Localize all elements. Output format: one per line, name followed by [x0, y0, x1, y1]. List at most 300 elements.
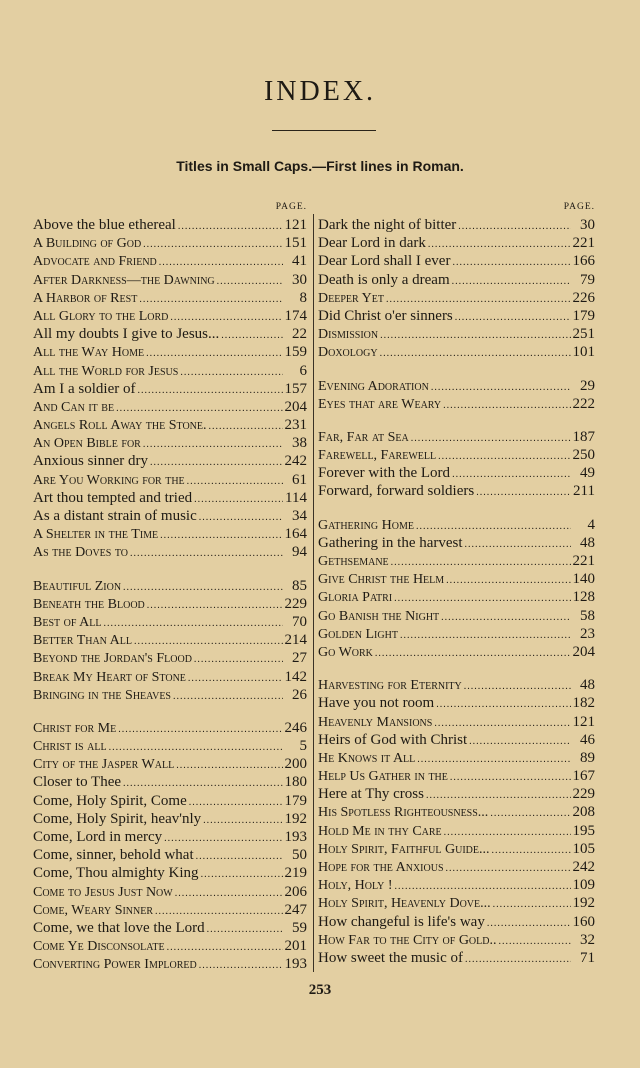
entry-page-number: 160 [572, 913, 595, 930]
entry-title: A Building of God [33, 236, 142, 252]
entry-title: Come, we that love the Lord [33, 919, 205, 936]
dot-leader [426, 787, 571, 805]
entry-page-number: 140 [572, 571, 595, 588]
entry-page-number: 229 [284, 595, 307, 612]
index-entry [318, 767, 595, 785]
index-entry [33, 631, 307, 649]
entry-title: An Open Bible for [33, 436, 141, 452]
dot-leader [109, 739, 283, 757]
index-entry [33, 649, 307, 667]
entry-page-number: 187 [572, 428, 595, 445]
dot-leader [464, 678, 571, 696]
dot-leader [207, 921, 283, 939]
dot-leader [417, 751, 571, 769]
index-entry [33, 252, 307, 270]
entry-title: All the Way Home [33, 345, 145, 361]
index-entry [33, 919, 307, 937]
dot-leader [134, 633, 283, 651]
entry-title: Holy Spirit, Heavenly Dove... [318, 896, 491, 912]
index-entry [318, 876, 595, 894]
group-spacer [318, 413, 595, 428]
entry-page-number: 229 [572, 786, 595, 803]
index-entry [33, 434, 307, 452]
entry-page-number: 180 [284, 774, 307, 791]
entry-page-number: 193 [284, 829, 307, 845]
index-entry [33, 595, 307, 613]
entry-page-number: 59 [292, 919, 307, 936]
entry-title: Come, Thou almighty King [33, 865, 199, 882]
entry-page-number: 222 [572, 395, 595, 412]
entry-title: Christ is all [33, 739, 107, 755]
entry-title: And Can it be [33, 399, 115, 415]
entry-title: Golden Light [318, 626, 398, 642]
index-entry [318, 588, 595, 606]
dot-leader [394, 590, 570, 608]
entry-page-number: 214 [284, 632, 307, 649]
entry-title: Hope for the Anxious [318, 860, 444, 875]
index-entry [33, 955, 307, 973]
dot-leader [143, 436, 283, 454]
dot-leader [196, 848, 283, 866]
entry-title: Come, Holy Spirit, Come [33, 792, 187, 809]
group-spacer [33, 704, 307, 719]
entry-page-number: 71 [580, 949, 595, 966]
dot-leader [446, 572, 570, 590]
entry-title: A Shelter in the Time [33, 527, 159, 543]
entry-title: Best of All [33, 614, 102, 630]
index-entry [33, 289, 307, 307]
dot-leader [175, 885, 283, 903]
group-spacer [318, 501, 595, 516]
entry-title: Hold Me in thy Care [318, 823, 442, 839]
index-entry [318, 552, 595, 570]
entry-page-number: 166 [572, 253, 595, 270]
dot-leader [391, 554, 571, 572]
dot-leader [375, 645, 571, 663]
index-entry [33, 883, 307, 901]
index-entry [318, 694, 595, 712]
dot-leader [123, 579, 283, 597]
dot-leader [455, 309, 571, 327]
entry-title: How changeful is life's way [318, 913, 485, 930]
entry-page-number: 246 [284, 719, 307, 736]
index-entry [33, 864, 307, 882]
entry-title: Closer to Thee [33, 774, 122, 791]
dot-leader [130, 545, 283, 563]
entry-page-number: 195 [572, 822, 595, 839]
group-spacer [318, 362, 595, 377]
dot-leader [411, 430, 571, 448]
entry-title: Anxious sinner dry [33, 453, 148, 470]
index-entry [318, 570, 595, 588]
entry-page-number: 4 [587, 516, 595, 533]
dot-leader [438, 448, 570, 466]
entry-page-number: 221 [572, 235, 595, 252]
index-entry [318, 252, 595, 270]
index-entry [318, 931, 595, 949]
entry-page-number: 192 [572, 895, 595, 912]
dot-leader [180, 364, 283, 382]
entry-page-number: 61 [292, 471, 307, 488]
entry-title: Gethsemane [318, 554, 389, 569]
entry-page-number: 23 [580, 625, 595, 642]
entry-title: All the World for Jesus [33, 363, 179, 379]
entry-page-number: 206 [284, 883, 307, 900]
dot-leader [199, 957, 283, 975]
dot-leader [176, 757, 282, 775]
entry-page-number: 157 [284, 380, 307, 397]
entry-title: All my doubts I give to Jesus... [33, 326, 220, 343]
entry-title: Am I a soldier of [33, 380, 136, 397]
entry-title: Give Christ the Helm [318, 572, 445, 588]
index-entry [318, 607, 595, 625]
entry-title: Here at Thy cross [318, 786, 424, 803]
index-entry [318, 894, 595, 912]
index-entry [33, 489, 307, 507]
entry-title: Converting Power Implored [33, 957, 197, 973]
entry-page-number: 201 [284, 938, 307, 955]
entry-title: Better Than All [33, 633, 132, 649]
entry-title: Doxology [318, 345, 378, 361]
entry-title: He Knows it All [318, 750, 416, 766]
index-entry [318, 913, 595, 931]
dot-leader [118, 721, 282, 739]
index-entry [33, 937, 307, 955]
entry-page-number: 151 [284, 235, 307, 252]
dot-leader [452, 254, 570, 272]
index-column-left [33, 198, 307, 974]
index-entry [318, 625, 595, 643]
dot-leader [469, 733, 571, 751]
dot-leader [173, 688, 283, 706]
entry-page-number: 70 [292, 613, 307, 630]
index-entry [33, 719, 307, 737]
entry-title: Holy, Holy ! [318, 878, 393, 894]
index-entry [33, 343, 307, 361]
index-entry [318, 731, 595, 749]
entry-page-number: 105 [572, 840, 595, 857]
index-entry [318, 749, 595, 767]
index-entry [33, 234, 307, 252]
column-divider [313, 214, 314, 972]
group-spacer [33, 562, 307, 577]
entry-page-number: 208 [572, 804, 595, 821]
page-title: INDEX. [263, 76, 377, 107]
index-entry [33, 362, 307, 380]
dot-leader [159, 254, 283, 272]
entry-page-number: 79 [580, 271, 595, 288]
dot-leader [380, 327, 570, 345]
entry-page-number: 46 [580, 731, 595, 748]
entry-title: How sweet the music of [318, 949, 463, 966]
entry-title: Have you not room [318, 695, 435, 712]
entry-title: Heavenly Mansions [318, 714, 433, 730]
dot-leader [103, 615, 283, 633]
index-entry [318, 216, 595, 234]
index-entry [318, 234, 595, 252]
entry-page-number: 204 [284, 398, 307, 415]
entry-title: Did Christ o'er sinners [318, 307, 453, 324]
entry-title: Come to Jesus Just Now [33, 884, 173, 900]
entry-page-number: 5 [299, 738, 307, 755]
entry-page-number: 142 [284, 668, 307, 685]
entry-page-number: 121 [284, 217, 307, 233]
dot-leader [452, 273, 571, 291]
dot-leader [431, 379, 571, 397]
dot-leader [450, 769, 571, 787]
entry-page-number: 30 [292, 271, 307, 288]
entry-page-number: 179 [572, 307, 595, 324]
entry-title: Dark the night of bitter [318, 217, 457, 233]
entry-title: Come, Lord in mercy [33, 829, 163, 845]
entry-title: How Far to the City of Gold.. [318, 932, 497, 948]
index-entry [33, 380, 307, 398]
index-entry [33, 773, 307, 791]
dot-leader [147, 597, 283, 615]
entry-title: Harvesting for Eternity [318, 678, 462, 694]
entry-page-number: 192 [284, 810, 307, 827]
index-legend: Titles in Small Caps.—First lines in Roman. [176, 158, 464, 174]
entry-title: Beneath the Blood [33, 596, 145, 612]
index-entry [33, 325, 307, 343]
dot-leader [492, 842, 571, 860]
entry-page-number: 204 [572, 643, 595, 660]
group-spacer [318, 661, 595, 676]
entry-title: Far, Far at Sea [318, 429, 409, 445]
index-entry [33, 810, 307, 828]
entry-page-number: 41 [292, 253, 307, 270]
index-entry [318, 713, 595, 731]
dot-leader [189, 794, 283, 812]
index-entry [33, 271, 307, 289]
entry-title: After Darkness—the Dawning [33, 272, 215, 288]
entry-title: Dismission [318, 327, 379, 343]
entry-page-number: 6 [299, 362, 307, 379]
index-entry [318, 446, 595, 464]
dot-leader [203, 812, 282, 830]
index-entry [318, 643, 595, 661]
dot-leader [493, 896, 571, 914]
entry-title: Above the blue ethereal [33, 217, 176, 233]
index-entry [33, 307, 307, 325]
index-entry [33, 755, 307, 773]
dot-leader [498, 933, 571, 951]
entry-page-number: 94 [292, 544, 307, 561]
entry-title: Beyond the Jordan's Flood [33, 651, 192, 667]
dot-leader [137, 382, 282, 400]
index-entry [33, 686, 307, 704]
index-entry [318, 482, 595, 500]
entry-title: Go Banish the Night [318, 608, 440, 624]
index-entry [318, 428, 595, 446]
entry-title: Are You Working for the [33, 472, 185, 488]
entry-title: Eyes that are Weary [318, 396, 442, 412]
dot-leader [178, 218, 283, 236]
entry-page-number: 193 [284, 956, 307, 973]
dot-leader [199, 509, 283, 527]
index-entry [33, 846, 307, 864]
dot-leader [167, 939, 283, 957]
entry-title: City of the Jasper Wall [33, 757, 175, 773]
entry-title: Gathering in the harvest [318, 534, 463, 551]
entry-page-number: 251 [572, 326, 595, 343]
index-entry [318, 325, 595, 343]
entry-title: Come, sinner, behold what [33, 847, 194, 864]
entry-page-number: 182 [572, 695, 595, 712]
entry-page-number: 85 [292, 577, 307, 594]
index-entry [318, 271, 595, 289]
dot-leader [209, 418, 283, 436]
entry-title: Art thou tempted and tried [33, 489, 193, 506]
index-entry [318, 343, 595, 361]
index-entry [33, 507, 307, 525]
entry-title: Deeper Yet [318, 290, 384, 306]
index-entry [318, 516, 595, 534]
dot-leader [490, 805, 570, 823]
entry-page-number: 34 [292, 508, 307, 524]
entry-page-number: 29 [580, 377, 595, 394]
entry-page-number: 114 [285, 489, 307, 506]
dot-leader [217, 273, 283, 291]
dot-leader [465, 536, 571, 554]
entry-page-number: 231 [284, 417, 307, 434]
dot-leader [436, 696, 570, 714]
dot-leader [143, 236, 282, 254]
dot-leader [394, 878, 570, 896]
entry-page-number: 58 [580, 607, 595, 624]
entry-title: Come, Weary Sinner [33, 902, 154, 918]
index-entry [33, 216, 307, 234]
index-entry [318, 534, 595, 552]
entry-page-number: 8 [299, 289, 307, 306]
entry-title: Help Us Gather in the [318, 769, 448, 785]
entry-page-number: 128 [572, 589, 595, 606]
entry-title: Evening Adoration [318, 378, 429, 394]
entry-title: Death is only a dream [318, 271, 450, 288]
entry-page-number: 27 [292, 650, 307, 667]
index-entry [318, 822, 595, 840]
index-entry [33, 828, 307, 846]
dot-leader [194, 491, 283, 509]
dot-leader [400, 627, 571, 645]
entry-page-number: 48 [580, 534, 595, 551]
entry-page-number: 101 [572, 344, 595, 361]
entry-page-number: 221 [572, 553, 595, 569]
entry-page-number: 121 [572, 713, 595, 730]
dot-leader [441, 609, 571, 627]
entry-title: Forever with the Lord [318, 465, 451, 482]
entry-title: As a distant strain of music [33, 508, 197, 524]
entry-page-number: 250 [572, 447, 595, 464]
dot-leader [458, 218, 571, 236]
index-entry [318, 785, 595, 803]
entry-title: Farewell, Farewell [318, 448, 437, 464]
entry-title: Holy Spirit, Faithful Guide... [318, 841, 490, 857]
entry-page-number: 242 [284, 453, 307, 470]
dot-leader [116, 400, 282, 418]
entry-page-number: 164 [284, 526, 307, 543]
dot-leader [446, 860, 571, 878]
index-entry [33, 471, 307, 489]
index-entry [33, 737, 307, 755]
entry-page-number: 26 [292, 686, 307, 703]
entry-page-number: 167 [572, 768, 595, 785]
index-entry [318, 803, 595, 821]
entry-title: His Spotless Righteousness... [318, 805, 489, 821]
entry-page-number: 89 [580, 749, 595, 766]
entry-page-number: 211 [573, 483, 595, 500]
entry-page-number: 200 [284, 756, 307, 773]
index-entry [318, 395, 595, 413]
entry-page-number: 174 [284, 307, 307, 324]
entry-title: Come, Holy Spirit, heav'nly [33, 810, 202, 827]
entry-title: Gloria Patri [318, 590, 393, 606]
index-column-right [318, 198, 595, 967]
dot-leader [150, 454, 283, 472]
entry-title: Gathering Home [318, 517, 414, 533]
entry-title: Dear Lord in dark [318, 235, 426, 252]
entry-page-number: 22 [292, 326, 307, 343]
title-rule [272, 130, 376, 131]
index-entry [33, 452, 307, 470]
entry-page-number: 38 [292, 435, 307, 452]
entry-title: Angels Roll Away the Stone. [33, 418, 207, 434]
dot-leader [146, 345, 282, 363]
dot-leader [221, 327, 283, 345]
dot-leader [465, 951, 571, 969]
index-entry [318, 289, 595, 307]
entry-title: Advocate and Friend [33, 254, 157, 270]
index-entry [318, 307, 595, 325]
page-column-header: PAGE. [275, 202, 307, 212]
index-entry [318, 858, 595, 876]
entry-page-number: 247 [284, 901, 307, 918]
page-number: 253 [308, 982, 332, 998]
entry-page-number: 219 [284, 865, 307, 882]
dot-leader [476, 484, 571, 502]
dot-leader [487, 915, 571, 933]
dot-leader [187, 473, 283, 491]
entry-page-number: 49 [580, 465, 595, 482]
index-entry [33, 577, 307, 595]
entry-page-number: 50 [292, 847, 307, 864]
dot-leader [443, 397, 570, 415]
entry-title: A Harbor of Rest [33, 290, 138, 306]
index-entry [33, 398, 307, 416]
dot-leader [188, 670, 283, 688]
entry-page-number: 159 [284, 344, 307, 361]
index-entry [318, 464, 595, 482]
entry-title: Go Work [318, 644, 373, 660]
dot-leader [444, 824, 571, 842]
dot-leader [201, 866, 283, 884]
entry-title: Forward, forward soldiers [318, 483, 475, 500]
dot-leader [139, 291, 283, 309]
dot-leader [194, 651, 283, 669]
index-entry [33, 543, 307, 561]
entry-page-number: 48 [580, 677, 595, 694]
entry-page-number: 109 [572, 877, 595, 894]
index-entry [33, 668, 307, 686]
entry-page-number: 179 [284, 792, 307, 809]
entry-title: Come Ye Disconsolate [33, 939, 165, 955]
page-column-header: PAGE. [563, 202, 595, 212]
index-entry [318, 377, 595, 395]
index-entry [318, 949, 595, 967]
entry-title: Bringing in the Sheaves [33, 687, 171, 703]
entry-page-number: 242 [572, 859, 595, 875]
entry-title: All Glory to the Lord [33, 308, 169, 324]
